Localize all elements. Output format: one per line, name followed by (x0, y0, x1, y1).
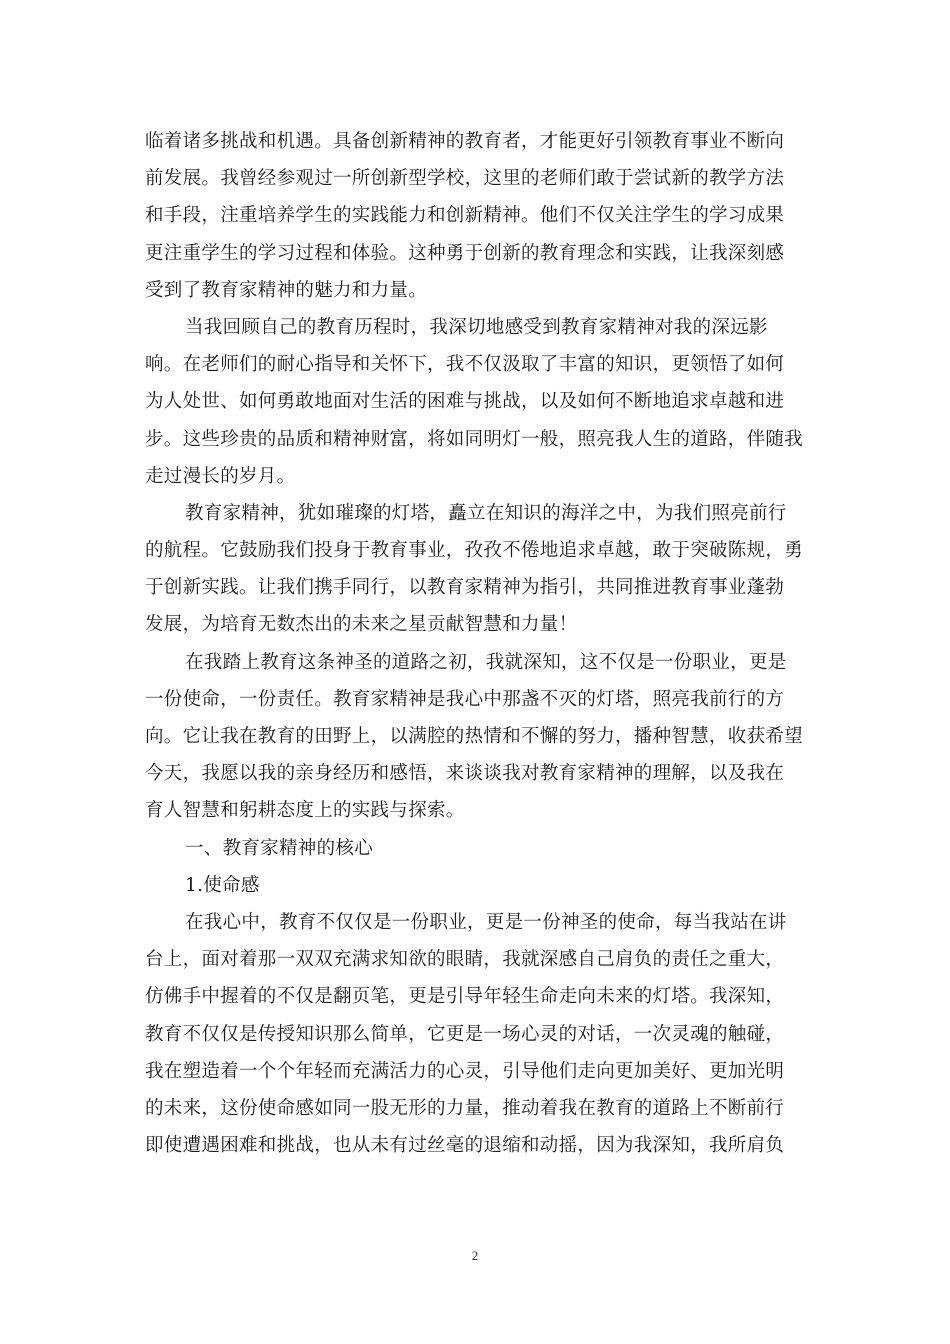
subsection-heading: 1.使命感 (185, 874, 260, 896)
text-line: 受到了教育家精神的魅力和力量。 (145, 279, 428, 301)
text-line: 即使遭遇困难和挑战，也从未有过丝毫的退缩和动摇，因为我深知，我所肩负 (145, 1135, 785, 1157)
text-line: 和手段，注重培养学生的实践能力和创新精神。他们不仅关注学生的学习成果 (145, 205, 785, 227)
paragraph-first-line: 在我心中，教育不仅仅是一份职业，更是一份神圣的使命，每当我站在讲 (185, 911, 787, 933)
text-line: 育人智慧和躬耕态度上的实践与探索。 (145, 800, 465, 822)
text-line: 的未来，这份使命感如同一股无形的力量，推动着我在教育的道路上不断前行 (145, 1097, 785, 1119)
text-line: 步。这些珍贵的品质和精神财富，将如同明灯一般，照亮我人生的道路，伴随我 (145, 428, 804, 450)
text-line: 今天，我愿以我的亲身经历和感悟，来谈谈我对教育家精神的理解，以及我在 (145, 763, 785, 785)
text-line: 为人处世、如何勇敢地面对生活的困难与挑战，以及如何不断地追求卓越和进 (145, 391, 785, 413)
text-line: 台上，面对着那一双双充满求知欲的眼睛，我就深感自己肩负的责任之重大， (145, 949, 785, 971)
text-line: 临着诸多挑战和机遇。具备创新精神的教育者，才能更好引领教育事业不断向 (145, 131, 785, 152)
paragraph-first-line: 在我踏上教育这条神圣的道路之初，我就深知，这不仅是一份职业，更是 (185, 651, 787, 673)
page-number: 2 (471, 1248, 479, 1263)
text-line: 前发展。我曾经参观过一所创新型学校，这里的老师们敢于尝试新的教学方法 (145, 168, 785, 190)
text-line: 响。在老师们的耐心指导和关怀下，我不仅汲取了丰富的知识，更领悟了如何 (145, 354, 785, 376)
text-line: 的航程。它鼓励我们投身于教育事业，孜孜不倦地追求卓越，敢于突破陈规，勇 (145, 540, 804, 562)
text-line: 发展，为培育无数杰出的未来之星贡献智慧和力量！ (145, 614, 578, 636)
text-line: 向。它让我在教育的田野上，以满腔的热情和不懈的努力，播种智慧，收获希望 (145, 726, 804, 747)
section-heading: 一、教育家精神的核心 (185, 837, 374, 859)
text-line: 更注重学生的学习过程和体验。这种勇于创新的教育理念和实践，让我深刻感 (145, 242, 785, 264)
text-line: 一份使命，一份责任。教育家精神是我心中那盏不灭的灯塔，照亮我前行的方 (145, 688, 785, 710)
text-line: 走过漫长的岁月。 (145, 465, 296, 487)
text-line: 仿佛手中握着的不仅是翻页笔，更是引导年轻生命走向未来的灯塔。我深知， (145, 986, 785, 1008)
paragraph-first-line: 当我回顾自己的教育历程时，我深切地感受到教育家精神对我的深远影 (185, 316, 768, 338)
text-line: 我在塑造着一个个年轻而充满活力的心灵，引导他们走向更加美好、更加光明 (145, 1060, 785, 1082)
text-line: 教育不仅仅是传授知识那么简单，它更是一场心灵的对话，一次灵魂的触碰， (145, 1023, 785, 1045)
text-line: 于创新实践。让我们携手同行，以教育家精神为指引，共同推进教育事业蓬勃 (145, 577, 785, 599)
paragraph-first-line: 教育家精神，犹如璀璨的灯塔，矗立在知识的海洋之中，为我们照亮前行 (185, 502, 787, 524)
body-text (145, 123, 809, 1164)
